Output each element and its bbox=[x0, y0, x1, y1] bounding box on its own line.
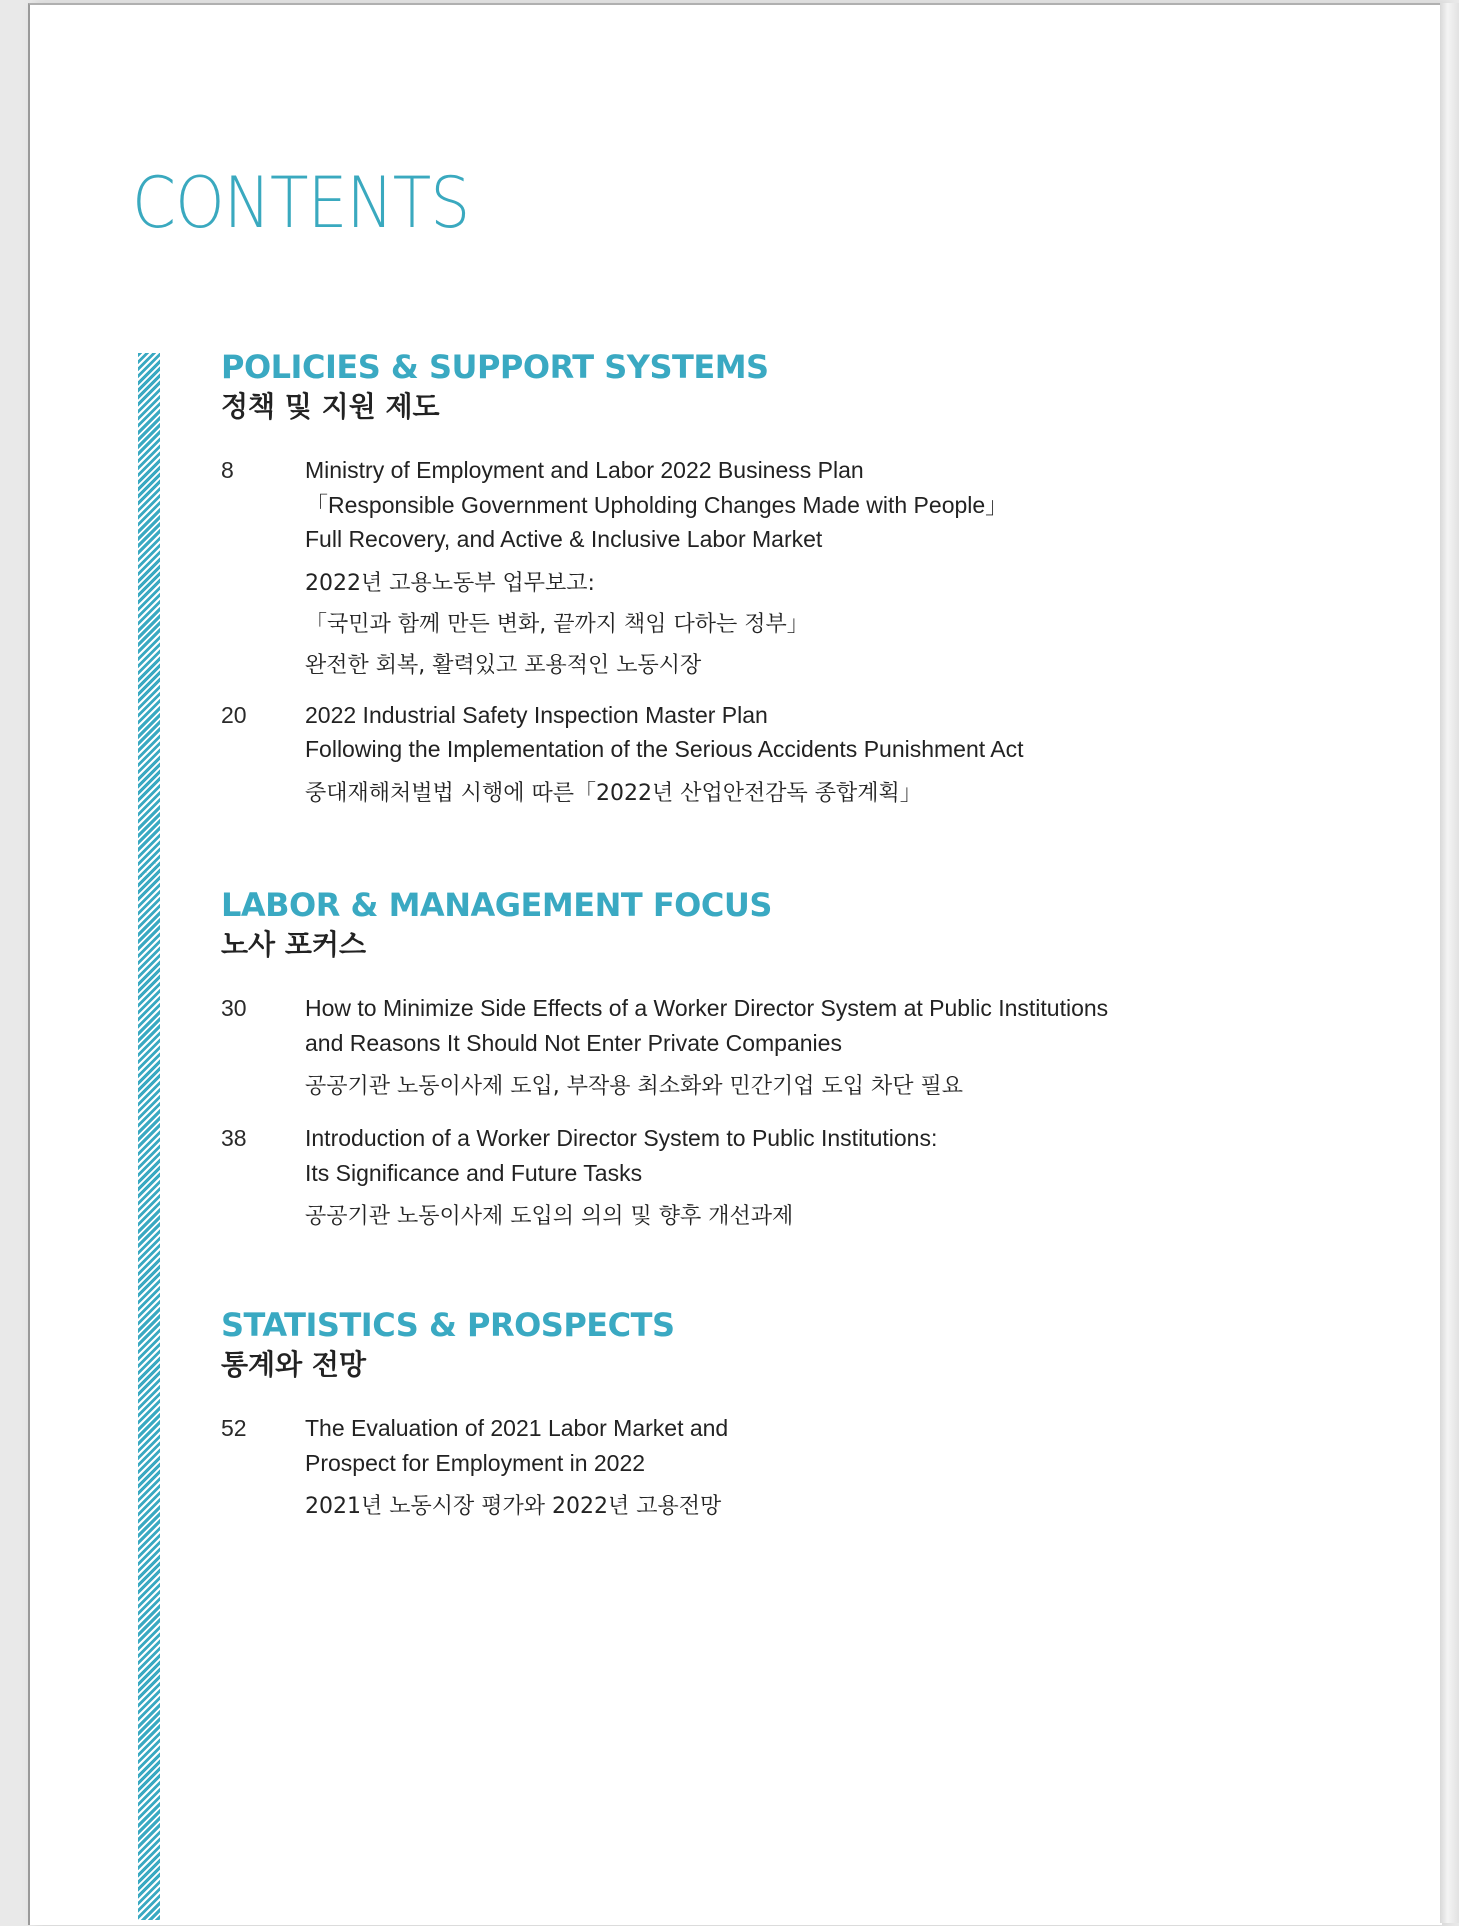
section-title-en: STATISTICS & PROSPECTS bbox=[221, 1306, 675, 1344]
entry-title-en: 「Responsible Government Upholding Changes Made with People」 bbox=[305, 491, 1009, 518]
entry-title-en: Full Recovery, and Active & Inclusive Labor Market bbox=[305, 526, 823, 552]
decorative-stripe bbox=[138, 353, 160, 1920]
section-title-ko: 통계와 전망 bbox=[221, 1348, 366, 1381]
entry-title-ko: 2021년 노동시장 평가와 2022년 고용전망 bbox=[305, 1494, 722, 1519]
page-number: 8 bbox=[221, 457, 234, 483]
page-number: 30 bbox=[221, 995, 247, 1021]
entry-title-en: 2022 Industrial Safety Inspection Master Plan bbox=[305, 701, 768, 728]
entry-title-en: How to Minimize Side Effects of a Worker Director System at Public Institutions bbox=[305, 995, 1109, 1021]
entry-title-ko: 공공기관 노동이사제 도입, 부작용 최소화와 민간기업 도입 차단 필요 bbox=[305, 1074, 963, 1099]
entry-title-ko: 완전한 회복, 활력있고 포용적인 노동시장 bbox=[305, 652, 702, 678]
page-number: 38 bbox=[221, 1125, 247, 1151]
entry-title-ko: 2022년 고용노동부 업무보고: bbox=[305, 570, 595, 596]
entry-title-en: and Reasons It Should Not Enter Private Companies bbox=[305, 1029, 842, 1056]
entry-title-en: Following the Implementation of the Serious Accidents Punishment Act bbox=[305, 736, 1024, 762]
entry-title-en: Ministry of Employment and Labor 2022 Business Plan bbox=[305, 457, 864, 483]
section-title-ko: 노사 포커스 bbox=[221, 928, 366, 961]
toc-entry[interactable] bbox=[221, 453, 1024, 686]
entry-title-en: The Evaluation of 2021 Labor Market and bbox=[305, 1415, 729, 1441]
section-statistics bbox=[221, 1305, 728, 1527]
toc-entry[interactable] bbox=[221, 1121, 1108, 1237]
section-title-ko: 정책 및 지원 제도 bbox=[221, 390, 440, 423]
entry-title-en: Its Significance and Future Tasks bbox=[305, 1159, 643, 1186]
page-number: 52 bbox=[221, 1415, 247, 1441]
section-policies bbox=[221, 347, 1024, 814]
entry-title-ko: 공공기관 노동이사제 도입의 의의 및 향후 개선과제 bbox=[305, 1204, 794, 1229]
toc-entry[interactable] bbox=[221, 991, 1108, 1107]
page-number: 20 bbox=[221, 701, 247, 728]
page-edge bbox=[1440, 3, 1459, 1923]
entry-title-ko: 「국민과 함께 만든 변화, 끝까지 책임 다하는 정부」 bbox=[305, 611, 809, 637]
toc-entry[interactable] bbox=[221, 698, 1024, 814]
toc-entry[interactable] bbox=[221, 1411, 728, 1527]
section-labor-management bbox=[221, 885, 1108, 1237]
contents-title: CONTENTS bbox=[132, 162, 470, 244]
entry-title-en: Introduction of a Worker Director System to Public Institutions: bbox=[305, 1125, 938, 1151]
entry-title-en: Prospect for Employment in 2022 bbox=[305, 1449, 646, 1476]
entry-title-ko: 중대재해처벌법 시행에 따른「2022년 산업안전감독 종합계획」 bbox=[305, 780, 922, 806]
section-title-en: POLICIES & SUPPORT SYSTEMS bbox=[221, 348, 769, 386]
section-title-en: LABOR & MANAGEMENT FOCUS bbox=[221, 886, 772, 924]
